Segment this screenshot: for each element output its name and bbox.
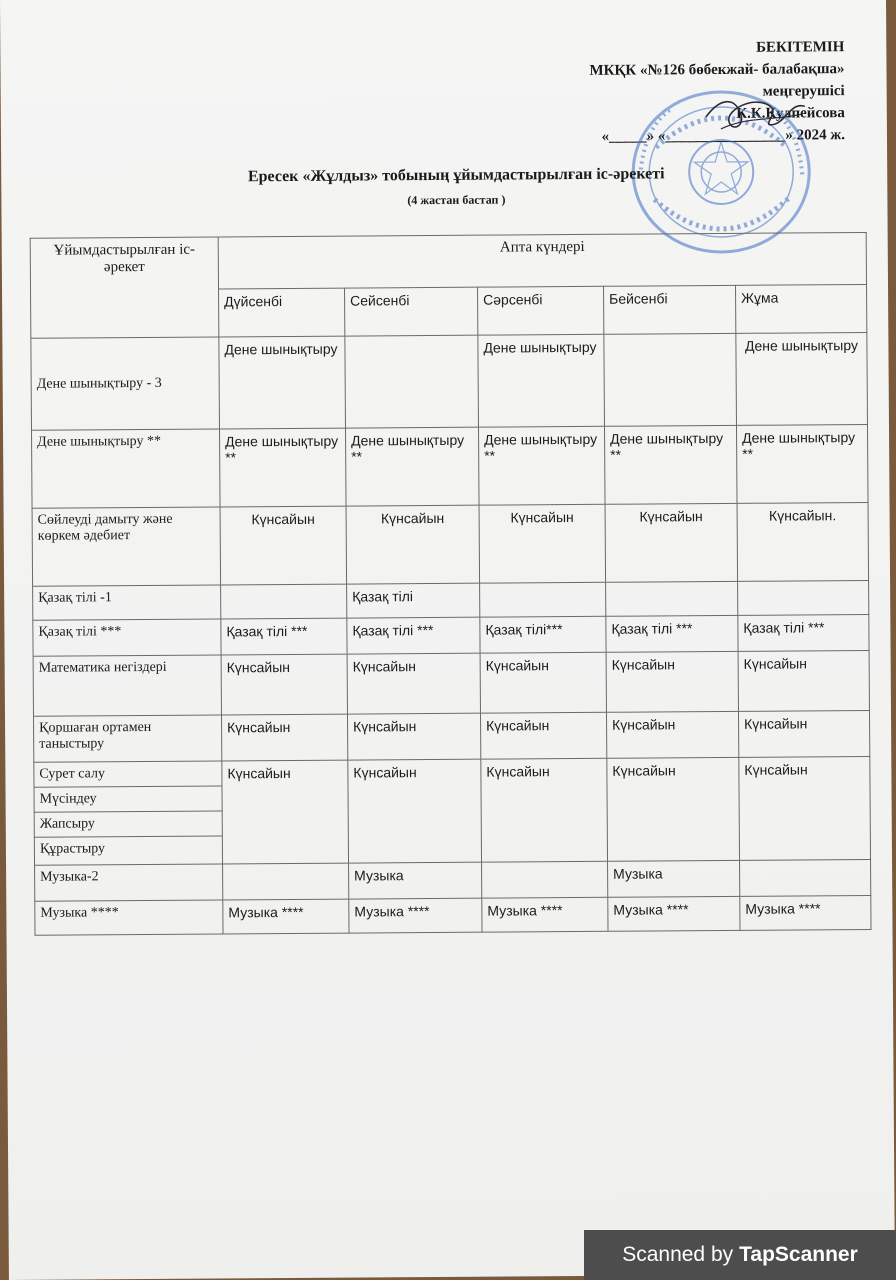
schedule-cell: Қазақ тілі *** bbox=[221, 618, 347, 655]
scanner-prefix: Scanned by bbox=[622, 1243, 734, 1266]
table-row bbox=[35, 895, 871, 935]
schedule-cell: Музыка **** bbox=[482, 897, 608, 932]
document-title: Ересек «Жұлдыз» тобының ұйымдастырылған іс-әрекеті bbox=[247, 165, 665, 186]
schedule-cell: Күнсайын bbox=[738, 710, 869, 757]
subject-cell: Музыка-2 bbox=[35, 864, 223, 901]
schedule-cell bbox=[223, 863, 349, 900]
schedule-cell bbox=[606, 581, 738, 616]
approval-position: меңгерушісі bbox=[762, 83, 845, 100]
approval-name: К.К.Кулпейсова bbox=[736, 105, 845, 122]
subject-cell: Жапсыру bbox=[34, 811, 222, 837]
schedule-cell: Күнсайын bbox=[738, 650, 869, 711]
schedule-cell: Қазақ тілі *** bbox=[738, 614, 869, 651]
day-header: Сәрсенбі bbox=[478, 286, 604, 335]
schedule-cell: Дене шынықтыру ** bbox=[345, 427, 479, 506]
schedule-cell: Күнсайын bbox=[222, 760, 349, 864]
table-row bbox=[31, 332, 868, 430]
schedule-cell: Дене шынықтыру bbox=[219, 336, 346, 429]
schedule-cell bbox=[740, 859, 871, 896]
subject-cell: Музыка **** bbox=[35, 900, 223, 935]
schedule-cell: Күнсайын bbox=[606, 711, 738, 758]
scanner-brand: TapScanner bbox=[739, 1243, 858, 1266]
schedule-cell: Музыка **** bbox=[740, 895, 871, 930]
schedule-cell: Күнсайын bbox=[347, 653, 480, 714]
schedule-cell: Дене шынықтыру ** bbox=[220, 428, 347, 507]
schedule-cell: Музыка **** bbox=[349, 898, 482, 933]
subject-cell: Құрастыру bbox=[34, 836, 222, 865]
scanner-watermark bbox=[584, 1230, 896, 1280]
schedule-cell: Қазақ тілі bbox=[347, 583, 480, 618]
schedule-cell bbox=[738, 580, 869, 615]
day-header: Сейсенбі bbox=[345, 287, 478, 336]
day-header: Дүйсенбі bbox=[219, 288, 345, 337]
schedule-cell: Күнсайын bbox=[347, 713, 480, 760]
subject-cell: Қазақ тілі *** bbox=[33, 619, 221, 656]
schedule-cell bbox=[221, 584, 347, 619]
corner-header: Ұйымдастырылған іс-әрекет bbox=[30, 237, 219, 338]
schedule-cell: Күнсайын bbox=[739, 756, 871, 860]
schedule-cell: Күнсайын bbox=[221, 654, 347, 715]
table-row bbox=[32, 502, 869, 586]
schedule-cell bbox=[345, 335, 479, 428]
schedule-cell: Дене шынықтыру bbox=[736, 332, 868, 425]
subject-cell: Қоршаған ортамен таныстыру bbox=[34, 715, 222, 762]
subject-cell: Сурет салу bbox=[34, 761, 222, 787]
approval-institution: МКҚК «№126 бөбекжай- балабақша» bbox=[589, 61, 845, 79]
schedule-cell bbox=[604, 333, 737, 426]
schedule-cell: Музыка **** bbox=[608, 896, 740, 931]
subject-cell: Қазақ тілі -1 bbox=[33, 585, 221, 620]
schedule-cell: Қазақ тілі *** bbox=[606, 615, 738, 652]
schedule-cell: Күнсайын bbox=[480, 712, 606, 759]
table-row bbox=[33, 650, 869, 716]
subject-cell: Дене шынықтыру ** bbox=[32, 429, 221, 508]
table-row bbox=[34, 756, 870, 787]
schedule-cell: Музыка bbox=[608, 860, 740, 897]
subject-cell: Математика негіздері bbox=[33, 655, 221, 716]
schedule-cell: Күнсайын bbox=[348, 759, 482, 863]
document-subtitle: (4 жастан бастап ) bbox=[407, 192, 506, 208]
schedule-cell: Күнсайын bbox=[346, 505, 480, 584]
schedule-cell: Музыка **** bbox=[223, 899, 349, 934]
table-row bbox=[33, 614, 869, 656]
schedule-cell: Күнсайын bbox=[221, 714, 347, 761]
schedule-cell bbox=[480, 582, 606, 617]
schedule-cell: Дене шынықтыру bbox=[478, 334, 605, 427]
day-header: Бейсенбі bbox=[604, 285, 736, 334]
schedule-cell: Күнсайын. bbox=[737, 502, 869, 581]
schedule-cell: Күнсайын bbox=[607, 757, 740, 861]
days-header: Апта күндері bbox=[218, 232, 866, 289]
approval-heading: БЕКІТЕМІН bbox=[755, 39, 845, 56]
table-row bbox=[35, 859, 871, 901]
schedule-cell: Күнсайын bbox=[479, 504, 606, 583]
table-row bbox=[33, 580, 869, 620]
schedule-cell: Күнсайын bbox=[220, 506, 347, 585]
signature-image bbox=[701, 86, 811, 142]
subject-cell: Дене шынықтыру - 3 bbox=[31, 337, 220, 430]
subject-cell: Мүсіндеу bbox=[34, 786, 222, 812]
schedule-cell: Музыка bbox=[349, 862, 482, 899]
schedule-cell bbox=[482, 861, 608, 898]
schedule-cell: Күнсайын bbox=[480, 652, 606, 713]
schedule-cell: Дене шынықтыру ** bbox=[478, 426, 605, 505]
schedule-cell: Күнсайын bbox=[606, 651, 738, 712]
schedule-cell: Күнсайын bbox=[605, 503, 738, 582]
schedule-cell: Дене шынықтыру ** bbox=[604, 425, 737, 504]
schedule-table bbox=[30, 232, 872, 936]
schedule-cell: Дене шынықтыру ** bbox=[736, 424, 868, 503]
day-header: Жұма bbox=[736, 284, 867, 333]
subject-cell: Сөйлеуді дамыту және көркем әдебиет bbox=[32, 507, 221, 586]
approval-date: «_____» «________________» 2024 ж. bbox=[601, 127, 846, 145]
schedule-cell: Қазақ тілі *** bbox=[347, 617, 480, 654]
table-row bbox=[34, 710, 870, 762]
table-row bbox=[32, 424, 869, 508]
schedule-cell: Қазақ тілі*** bbox=[480, 616, 606, 653]
schedule-cell: Күнсайын bbox=[481, 758, 608, 862]
